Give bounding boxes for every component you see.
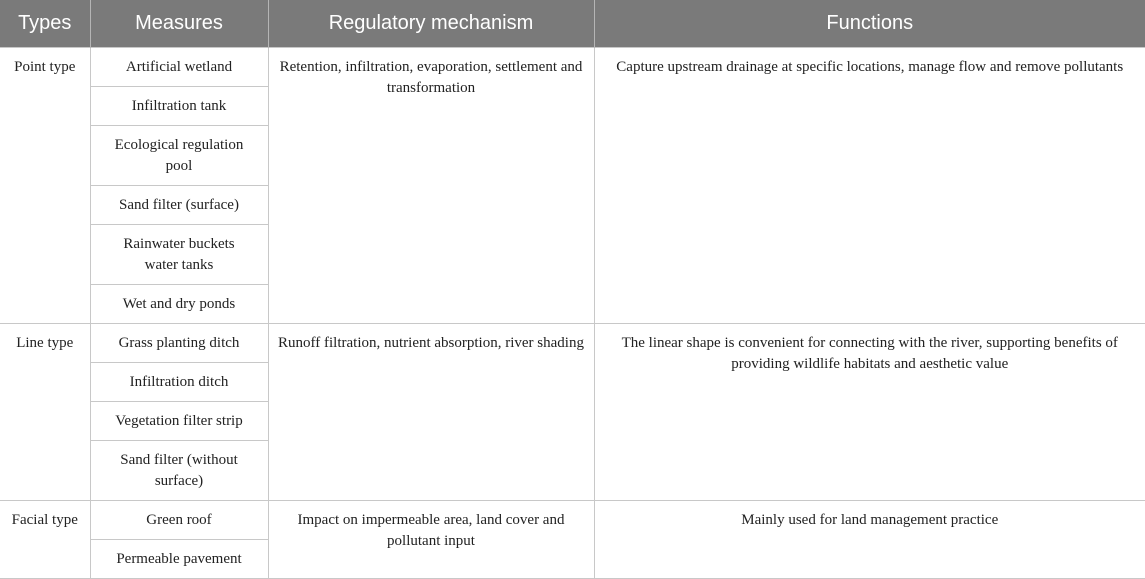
- mechanism-cell-facial: Impact on impermeable area, land cover and pollutant input: [268, 501, 594, 579]
- mechanism-cell-point: Retention, infiltration, evaporation, settlement and transformation: [268, 48, 594, 324]
- mechanism-cell-line: Runoff filtration, nutrient absorption, river shading: [268, 324, 594, 501]
- measure-cell: Green roof: [90, 501, 268, 540]
- type-cell-line: Line type: [0, 324, 90, 501]
- table-row: [0, 501, 1145, 540]
- measure-cell: Sand filter (without surface): [90, 441, 268, 501]
- type-cell-facial: Facial type: [0, 501, 90, 579]
- functions-cell-line: The linear shape is convenient for connecting with the river, supporting benefits of providing wildlife habitats and aesthetic value: [594, 324, 1145, 501]
- measure-cell: Permeable pavement: [90, 540, 268, 579]
- header-functions: Functions: [594, 0, 1145, 48]
- table-row: [0, 48, 1145, 87]
- header-measures: Measures: [90, 0, 268, 48]
- measure-cell: Grass planting ditch: [90, 324, 268, 363]
- measure-cell: Infiltration tank: [90, 87, 268, 126]
- functions-cell-facial: Mainly used for land management practice: [594, 501, 1145, 579]
- header-row: [0, 0, 1145, 48]
- measure-cell: Sand filter (surface): [90, 186, 268, 225]
- type-cell-point: Point type: [0, 48, 90, 324]
- measure-cell: Vegetation filter strip: [90, 402, 268, 441]
- measure-cell: Wet and dry ponds: [90, 285, 268, 324]
- functions-cell-point: Capture upstream drainage at specific locations, manage flow and remove pollutants: [594, 48, 1145, 324]
- measure-cell: Ecological regulation pool: [90, 126, 268, 186]
- table-row: [0, 324, 1145, 363]
- header-regulatory-mechanism: Regulatory mechanism: [268, 0, 594, 48]
- header-types: Types: [0, 0, 90, 48]
- measure-cell: Infiltration ditch: [90, 363, 268, 402]
- measure-cell: Rainwater buckets water tanks: [90, 225, 268, 285]
- measure-cell: Artificial wetland: [90, 48, 268, 87]
